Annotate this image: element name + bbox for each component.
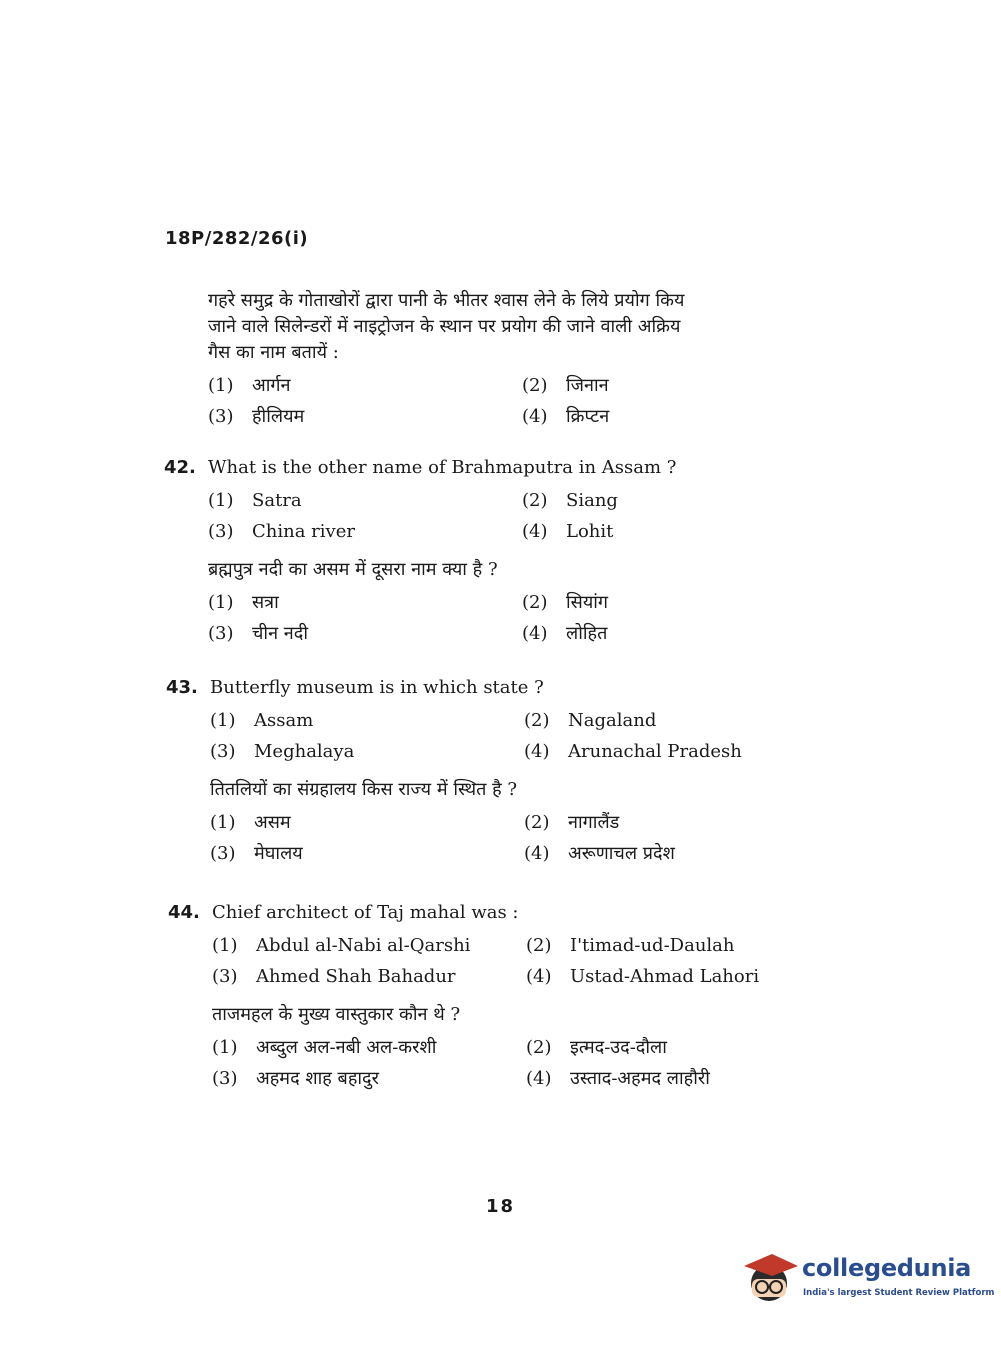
paper-code: 18P/282/26(i) (165, 228, 309, 249)
question-text: Butterfly museum is in which state ? (210, 677, 544, 698)
mascot-icon (742, 1252, 800, 1310)
hindi-question-text: ताजमहल के मुख्य वास्तुकार कौन थे ? (212, 1004, 461, 1025)
page-number: 18 (485, 1196, 516, 1217)
hindi-question-text: ब्रह्मपुत्र नदी का असम में दूसरा नाम क्या है ? (208, 559, 498, 580)
hindi-option-4: (4) अरूणाचल प्रदेश (524, 843, 675, 864)
question-text-line: गैस का नाम बतायें : (208, 342, 339, 363)
question-42 (164, 455, 822, 649)
option-3: (3) Meghalaya (210, 741, 355, 762)
question-number: 44. (168, 902, 200, 923)
question-number: 42. (164, 457, 196, 478)
option-1: (1) Abdul al-Nabi al-Qarshi (212, 935, 471, 956)
options-grid (210, 705, 824, 767)
hindi-option-4: (4) उस्ताद-अहमद लाहौरी (526, 1068, 710, 1089)
option-4: (4) Arunachal Pradesh (524, 741, 742, 762)
hindi-option-1: (1) अब्दुल अल-नबी अल-करशी (212, 1037, 437, 1058)
options-grid (208, 485, 822, 547)
question-41-hindi (208, 288, 822, 432)
hindi-option-1: (1) सत्रा (208, 592, 279, 613)
options-grid (212, 930, 826, 992)
option-1: (1) Satra (208, 490, 302, 511)
question-number: 43. (166, 677, 198, 698)
option-4: (4) क्रिप्टन (522, 406, 610, 427)
option-4: (4) Lohit (522, 521, 614, 542)
option-2: (2) जिनान (522, 375, 609, 396)
question-44 (168, 900, 826, 1094)
option-3: (3) China river (208, 521, 355, 542)
hindi-options-grid (212, 1032, 826, 1094)
hindi-question-text: तितलियों का संग्रहालय किस राज्य में स्थित है ? (210, 779, 518, 800)
hindi-option-3: (3) चीन नदी (208, 623, 309, 644)
question-text-line: गहरे समुद्र के गोताखोरों द्वारा पानी के भीतर श्वास लेने के लिये प्रयोग किय (208, 290, 685, 311)
hindi-options-grid (210, 807, 824, 869)
hindi-options-grid (208, 587, 822, 649)
option-3: (3) Ahmed Shah Bahadur (212, 966, 456, 987)
question-43 (166, 675, 824, 869)
option-2: (2) Nagaland (524, 710, 657, 731)
hindi-option-2: (2) इत्मद-उद-दौला (526, 1037, 667, 1058)
option-4: (4) Ustad-Ahmad Lahori (526, 966, 760, 987)
hindi-option-2: (2) नागालैंड (524, 812, 620, 833)
collegedunia-logo[interactable] (742, 1252, 995, 1312)
brand-name: collegedunia (802, 1254, 972, 1282)
brand-tagline: India's largest Student Review Platform (803, 1288, 995, 1298)
option-2: (2) Siang (522, 490, 618, 511)
hindi-option-2: (2) सियांग (522, 592, 609, 613)
option-1: (1) आर्गन (208, 375, 291, 396)
option-2: (2) I'timad-ud-Daulah (526, 935, 735, 956)
question-text: What is the other name of Brahmaputra in Assam ? (208, 457, 677, 478)
question-text: Chief architect of Taj mahal was : (212, 902, 519, 923)
hindi-option-4: (4) लोहित (522, 623, 608, 644)
hindi-option-3: (3) मेघालय (210, 843, 303, 864)
hindi-option-1: (1) असम (210, 812, 291, 833)
options-grid (208, 370, 822, 432)
option-3: (3) हीलियम (208, 406, 305, 427)
hindi-option-3: (3) अहमद शाह बहादुर (212, 1068, 379, 1089)
option-1: (1) Assam (210, 710, 314, 731)
question-text-line: जाने वाले सिलेन्डरों में नाइट्रोजन के स्थान पर प्रयोग की जाने वाली अक्रिय (208, 316, 681, 337)
